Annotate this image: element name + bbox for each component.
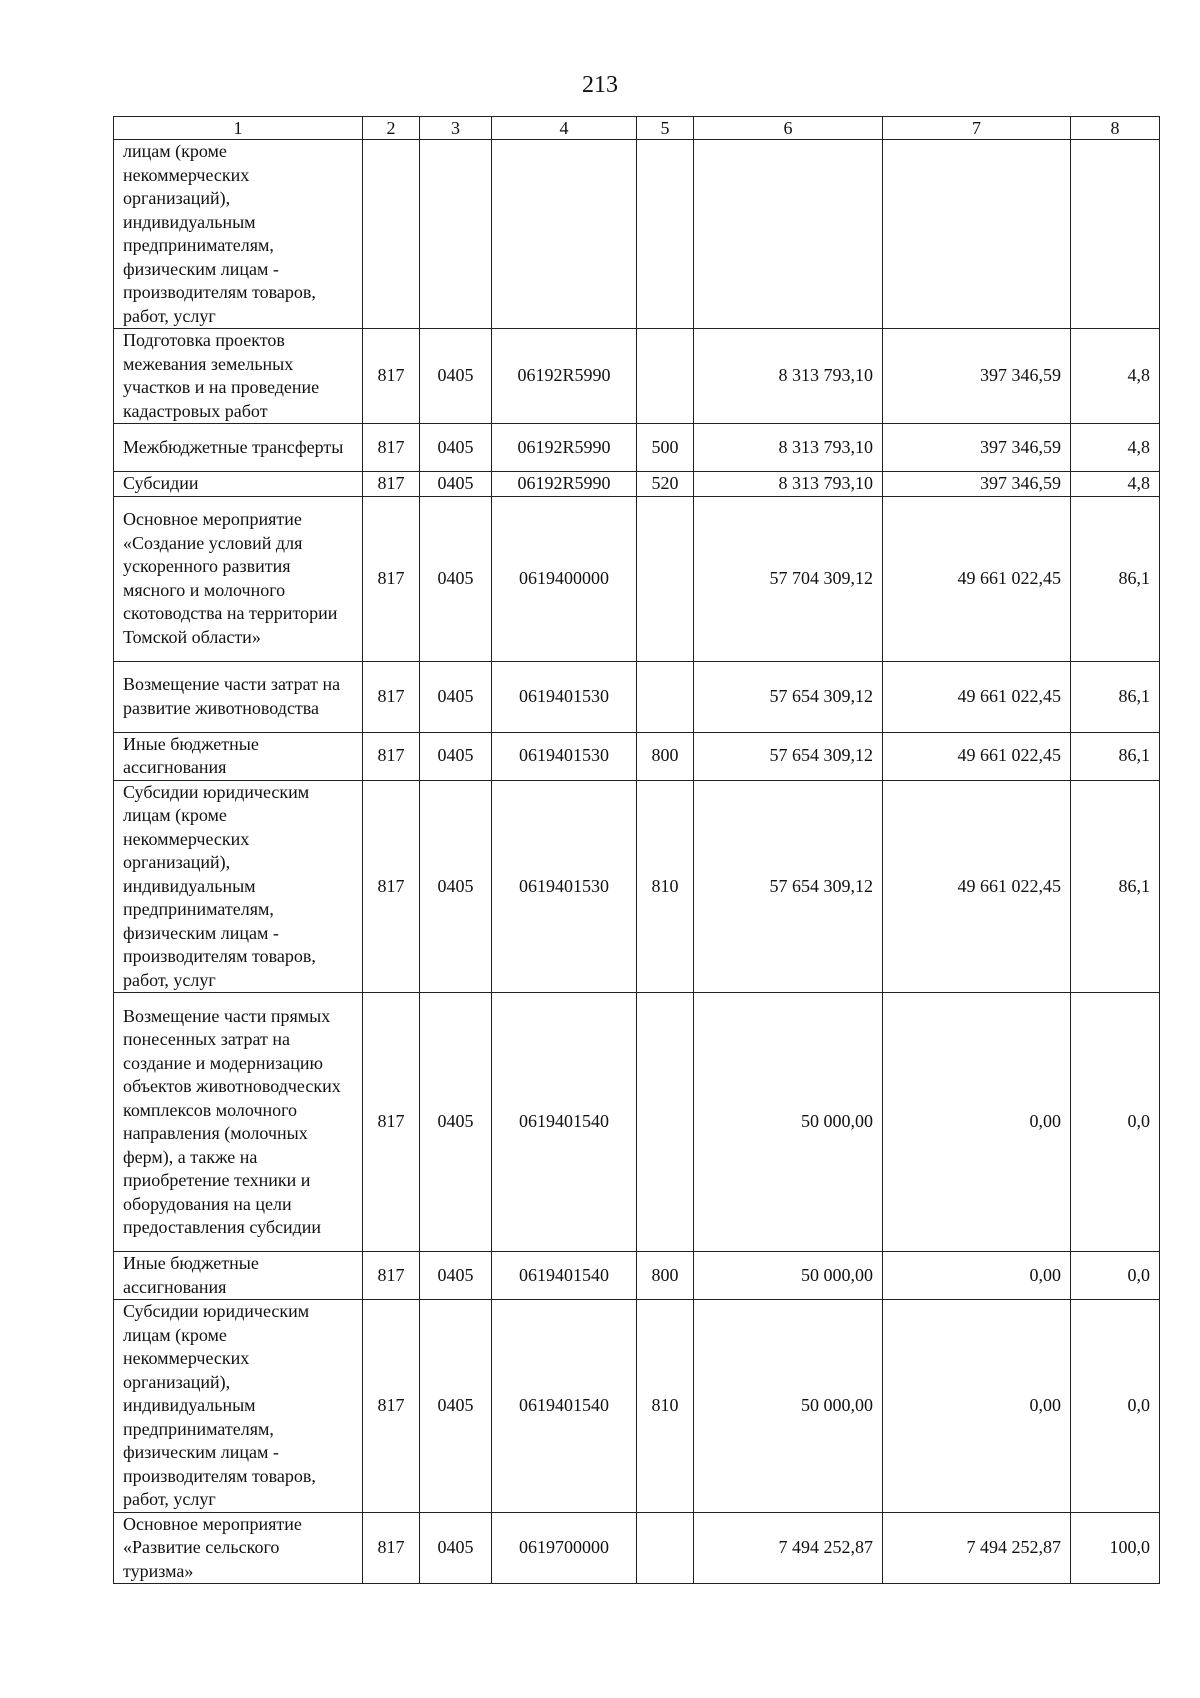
planned-amount-cell: 8 313 793,10 [694, 472, 883, 497]
target-article-cell: 0619700000 [492, 1512, 637, 1584]
expense-type-cell [637, 1512, 694, 1584]
row-description: Межбюджетные трансферты [114, 424, 363, 472]
table-row [114, 472, 1160, 497]
admin-code-cell: 817 [363, 1300, 420, 1513]
percent-cell [1071, 140, 1160, 329]
percent-cell: 100,0 [1071, 1512, 1160, 1584]
target-article-cell: 0619401540 [492, 1252, 637, 1300]
expense-type-cell [637, 329, 694, 424]
admin-code-cell: 817 [363, 1512, 420, 1584]
executed-amount-cell: 0,00 [883, 1300, 1071, 1513]
percent-cell: 4,8 [1071, 424, 1160, 472]
planned-amount-cell [694, 140, 883, 329]
percent-cell: 86,1 [1071, 661, 1160, 732]
expense-type-cell: 810 [637, 1300, 694, 1513]
expense-type-cell [637, 993, 694, 1252]
executed-amount-cell: 49 661 022,45 [883, 661, 1071, 732]
table-row [114, 424, 1160, 472]
section-code-cell: 0405 [420, 424, 492, 472]
column-header: 5 [637, 117, 694, 140]
executed-amount-cell: 397 346,59 [883, 424, 1071, 472]
row-description: Иные бюджетные ассигнования [114, 1252, 363, 1300]
row-description: Основное мероприятие «Создание условий для ускоренного развития мясного и молочного скотоводства на территории Томской области» [114, 496, 363, 661]
section-code-cell: 0405 [420, 732, 492, 780]
planned-amount-cell: 57 654 309,12 [694, 732, 883, 780]
section-code-cell: 0405 [420, 661, 492, 732]
executed-amount-cell: 0,00 [883, 993, 1071, 1252]
row-description: Иные бюджетные ассигнования [114, 732, 363, 780]
table-row [114, 1512, 1160, 1584]
percent-cell: 4,8 [1071, 329, 1160, 424]
planned-amount-cell: 57 654 309,12 [694, 780, 883, 993]
expense-type-cell: 800 [637, 732, 694, 780]
section-code-cell: 0405 [420, 1300, 492, 1513]
section-code-cell [420, 140, 492, 329]
percent-cell: 86,1 [1071, 732, 1160, 780]
expense-type-cell [637, 140, 694, 329]
table-row [114, 329, 1160, 424]
section-code-cell: 0405 [420, 1512, 492, 1584]
row-description: Субсидии [114, 472, 363, 497]
section-code-cell: 0405 [420, 780, 492, 993]
budget-table [113, 116, 1160, 1584]
table-row [114, 780, 1160, 993]
planned-amount-cell: 7 494 252,87 [694, 1512, 883, 1584]
section-code-cell: 0405 [420, 993, 492, 1252]
section-code-cell: 0405 [420, 472, 492, 497]
executed-amount-cell: 7 494 252,87 [883, 1512, 1071, 1584]
target-article-cell: 0619401540 [492, 1300, 637, 1513]
table-row [114, 732, 1160, 780]
executed-amount-cell: 0,00 [883, 1252, 1071, 1300]
column-header: 8 [1071, 117, 1160, 140]
admin-code-cell: 817 [363, 661, 420, 732]
admin-code-cell [363, 140, 420, 329]
percent-cell: 0,0 [1071, 1252, 1160, 1300]
row-description: Возмещение части затрат на развитие животноводства [114, 661, 363, 732]
admin-code-cell: 817 [363, 472, 420, 497]
planned-amount-cell: 8 313 793,10 [694, 424, 883, 472]
admin-code-cell: 817 [363, 732, 420, 780]
expense-type-cell: 500 [637, 424, 694, 472]
target-article-cell: 0619401530 [492, 661, 637, 732]
executed-amount-cell: 397 346,59 [883, 472, 1071, 497]
column-header: 6 [694, 117, 883, 140]
column-header: 2 [363, 117, 420, 140]
admin-code-cell: 817 [363, 424, 420, 472]
admin-code-cell: 817 [363, 1252, 420, 1300]
target-article-cell: 0619401540 [492, 993, 637, 1252]
executed-amount-cell [883, 140, 1071, 329]
percent-cell: 0,0 [1071, 993, 1160, 1252]
expense-type-cell: 520 [637, 472, 694, 497]
section-code-cell: 0405 [420, 329, 492, 424]
column-header: 7 [883, 117, 1071, 140]
table-row [114, 993, 1160, 1252]
planned-amount-cell: 8 313 793,10 [694, 329, 883, 424]
planned-amount-cell: 57 654 309,12 [694, 661, 883, 732]
target-article-cell: 0619401530 [492, 732, 637, 780]
admin-code-cell: 817 [363, 780, 420, 993]
executed-amount-cell: 397 346,59 [883, 329, 1071, 424]
expense-type-cell: 800 [637, 1252, 694, 1300]
page-number: 213 [582, 72, 618, 98]
admin-code-cell: 817 [363, 496, 420, 661]
table-header-row [114, 117, 1160, 140]
percent-cell: 86,1 [1071, 780, 1160, 993]
row-description: Возмещение части прямых понесенных затрат на создание и модернизацию объектов животноводческих комплексов молочного направления (молочных ферм), а также на приобретение техники и оборудования на цели предоставления субсидии [114, 993, 363, 1252]
expense-type-cell: 810 [637, 780, 694, 993]
row-description: Подготовка проектов межевания земельных участков и на проведение кадастровых работ [114, 329, 363, 424]
section-code-cell: 0405 [420, 496, 492, 661]
target-article-cell: 0619401530 [492, 780, 637, 993]
column-header: 1 [114, 117, 363, 140]
table-row [114, 661, 1160, 732]
target-article-cell: 06192R5990 [492, 424, 637, 472]
target-article-cell: 06192R5990 [492, 472, 637, 497]
target-article-cell: 0619400000 [492, 496, 637, 661]
percent-cell: 86,1 [1071, 496, 1160, 661]
executed-amount-cell: 49 661 022,45 [883, 780, 1071, 993]
admin-code-cell: 817 [363, 329, 420, 424]
table-row [114, 496, 1160, 661]
percent-cell: 4,8 [1071, 472, 1160, 497]
table-row [114, 140, 1160, 329]
planned-amount-cell: 50 000,00 [694, 1300, 883, 1513]
planned-amount-cell: 50 000,00 [694, 1252, 883, 1300]
row-description: лицам (кроме некоммерческих организаций), индивидуальным предпринимателям, физическим лицам - производителям товаров, работ, услуг [114, 140, 363, 329]
admin-code-cell: 817 [363, 993, 420, 1252]
percent-cell: 0,0 [1071, 1300, 1160, 1513]
table-row [114, 1300, 1160, 1513]
target-article-cell [492, 140, 637, 329]
column-header: 4 [492, 117, 637, 140]
planned-amount-cell: 57 704 309,12 [694, 496, 883, 661]
row-description: Основное мероприятие «Развитие сельского туризма» [114, 1512, 363, 1584]
column-header: 3 [420, 117, 492, 140]
row-description: Субсидии юридическим лицам (кроме некоммерческих организаций), индивидуальным предпринимателям, физическим лицам - производителям товаров, работ, услуг [114, 1300, 363, 1513]
executed-amount-cell: 49 661 022,45 [883, 496, 1071, 661]
section-code-cell: 0405 [420, 1252, 492, 1300]
expense-type-cell [637, 496, 694, 661]
target-article-cell: 06192R5990 [492, 329, 637, 424]
table-row [114, 1252, 1160, 1300]
executed-amount-cell: 49 661 022,45 [883, 732, 1071, 780]
expense-type-cell [637, 661, 694, 732]
planned-amount-cell: 50 000,00 [694, 993, 883, 1252]
row-description: Субсидии юридическим лицам (кроме некоммерческих организаций), индивидуальным предпринимателям, физическим лицам - производителям товаров, работ, услуг [114, 780, 363, 993]
